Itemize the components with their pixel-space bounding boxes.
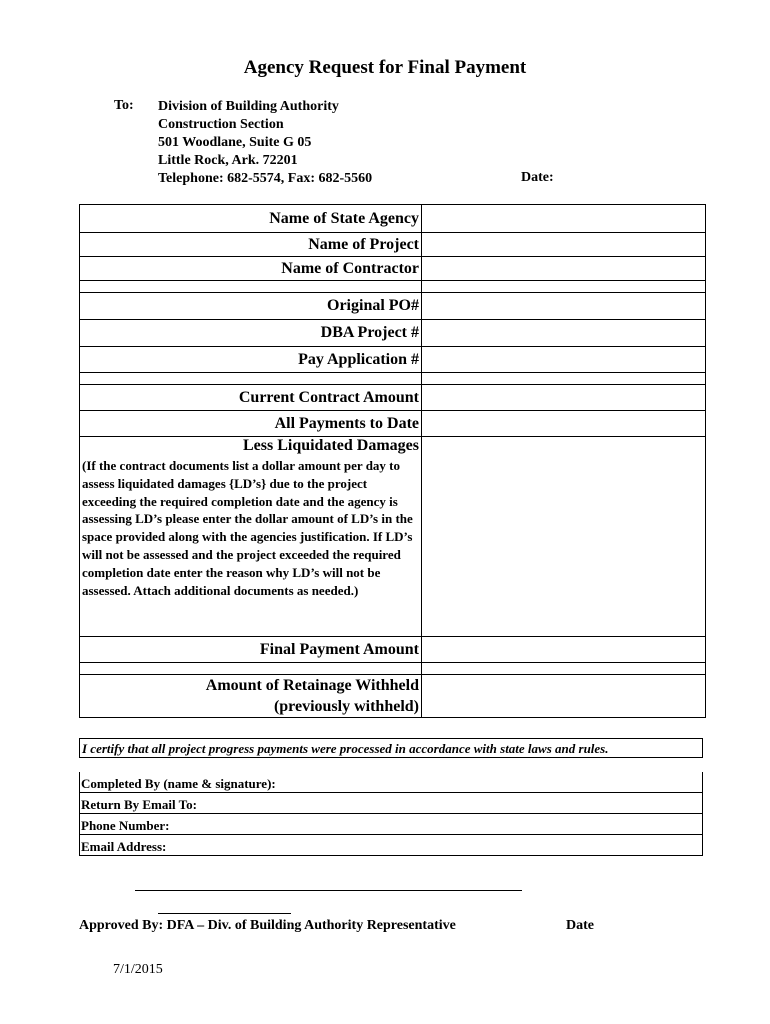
address-line: Division of Building Authority (158, 99, 339, 114)
liquidated-damages-cell (80, 437, 422, 637)
pay-application-label: Pay Application # (80, 347, 422, 373)
original-po-label: Original PO# (80, 293, 422, 320)
address-line: Construction Section (158, 117, 284, 132)
dba-project-label: DBA Project # (80, 320, 422, 347)
spacer-row (80, 373, 422, 385)
dba-project-field[interactable] (422, 320, 706, 347)
footer-date: 7/1/2015 (113, 962, 163, 977)
all-payments-label: All Payments to Date (80, 411, 422, 437)
current-contract-label: Current Contract Amount (80, 385, 422, 411)
return-email-field[interactable]: Return By Email To: (80, 793, 703, 814)
signature-table (79, 772, 703, 856)
date-label: Date: (521, 170, 554, 185)
address-line: 501 Woodlane, Suite G 05 (158, 135, 312, 150)
signature-line-short (158, 913, 291, 914)
final-payment-field[interactable] (422, 637, 706, 663)
approval-date-label: Date (566, 918, 594, 933)
recipient-address (158, 98, 372, 188)
final-payment-label: Final Payment Amount (80, 637, 422, 663)
state-agency-field[interactable] (422, 205, 706, 233)
retainage-label-line2: (previously withheld) (273, 698, 419, 715)
liquidated-damages-label: Less Liquidated Damages (242, 437, 419, 454)
retainage-label (80, 675, 422, 718)
spacer-row (80, 281, 422, 293)
spacer-field (422, 373, 706, 385)
approved-by-label: Approved By: DFA – Div. of Building Authority Representative (79, 918, 456, 933)
liquidated-damages-field[interactable] (422, 437, 706, 637)
contractor-label: Name of Contractor (80, 257, 422, 281)
project-field[interactable] (422, 233, 706, 257)
all-payments-field[interactable] (422, 411, 706, 437)
address-line: Little Rock, Ark. 72201 (158, 153, 298, 168)
payment-form-table (79, 204, 706, 718)
contractor-field[interactable] (422, 257, 706, 281)
page-title: Agency Request for Final Payment (243, 57, 527, 78)
signature-line (135, 890, 522, 891)
address-line: Telephone: 682-5574, Fax: 682-5560 (158, 171, 373, 186)
state-agency-label: Name of State Agency (80, 205, 422, 233)
email-address-field[interactable]: Email Address: (80, 835, 703, 856)
spacer-row (80, 663, 422, 675)
retainage-label-line1: Amount of Retainage Withheld (205, 677, 419, 694)
project-label: Name of Project (80, 233, 422, 257)
liquidated-damages-note: (If the contract documents list a dollar amount per day to assess liquidated damages {LD’s} due to the project exceeding the required completion date and the agency is assessing LD’s please enter the dollar amount of LD’s in the space provided along with the agencies justification. If LD’s will not be assessed and the project exceeded the required completion date enter the reason why LD’s will not be assessed. Attach additional documents as needed.) (82, 458, 413, 598)
pay-application-field[interactable] (422, 347, 706, 373)
to-label: To: (114, 98, 134, 113)
phone-number-field[interactable]: Phone Number: (80, 814, 703, 835)
retainage-field[interactable] (422, 675, 706, 718)
spacer-field (422, 281, 706, 293)
current-contract-field[interactable] (422, 385, 706, 411)
original-po-field[interactable] (422, 293, 706, 320)
completed-by-field[interactable]: Completed By (name & signature): (80, 772, 703, 793)
spacer-field (422, 663, 706, 675)
certification-statement: I certify that all project progress payments were processed in accordance with state laws and rules. (79, 738, 703, 758)
